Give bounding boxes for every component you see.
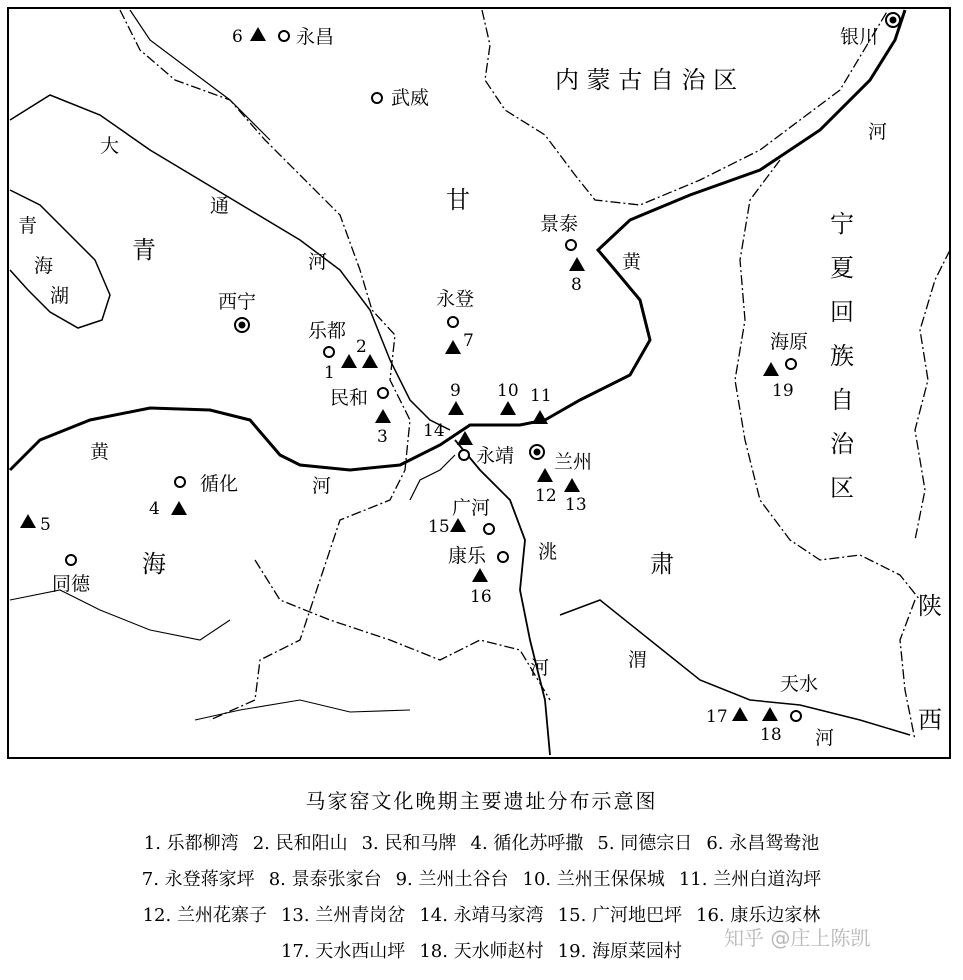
west-stream xyxy=(10,590,230,640)
daxia-river xyxy=(410,455,455,500)
site-triangle-6 xyxy=(250,27,266,41)
wei-river xyxy=(560,600,910,735)
shaanxi-boundary xyxy=(900,600,915,740)
legend-row xyxy=(0,862,963,898)
site-number-7: 7 xyxy=(463,331,474,351)
city-marker-guanghe xyxy=(484,524,494,534)
region-ningxia-char: 回 xyxy=(830,298,854,326)
region-qing: 青 xyxy=(132,236,156,264)
river-label: 黄 xyxy=(622,251,642,273)
region-neimenggu: 内 蒙 古 自 治 区 xyxy=(555,66,738,94)
city-name-yinchuan: 银川 xyxy=(840,26,879,48)
legend-item: 18. 天水师赵村 xyxy=(419,941,544,962)
city-marker-minhe xyxy=(378,388,388,398)
site-triangle-11 xyxy=(532,410,548,424)
city-name-yongchang: 永昌 xyxy=(296,26,335,48)
site-triangle-16 xyxy=(472,568,488,582)
region-ningxia-char: 自 xyxy=(830,386,854,414)
site-triangle-15 xyxy=(450,518,466,532)
legend-item: 9. 兰州土谷台 xyxy=(395,869,509,890)
south-stream xyxy=(195,700,410,720)
city-marker-yinchuan-dot xyxy=(891,18,896,23)
region-hai: 海 xyxy=(142,550,166,578)
legend-item: 10. 兰州王保保城 xyxy=(522,869,665,890)
city-name-guanghe: 广河 xyxy=(452,497,491,519)
river-label: 河 xyxy=(530,657,550,679)
legend-item: 1. 乐都柳湾 xyxy=(143,833,239,854)
site-triangle-10 xyxy=(500,401,516,415)
lake-char: 海 xyxy=(34,255,54,277)
site-markers xyxy=(20,27,779,721)
figure-caption: 马家窑文化晚期主要遗址分布示意图 xyxy=(305,789,658,813)
city-name-kangle: 康乐 xyxy=(448,545,487,567)
site-triangle-9 xyxy=(448,401,464,415)
legend-item: 12. 兰州花寨子 xyxy=(142,905,267,926)
city-name-xunhua: 循化 xyxy=(200,473,239,495)
gansu-qinghai-boundary-2 xyxy=(255,560,550,700)
site-number-8: 8 xyxy=(571,275,582,295)
region-ningxia-char: 夏 xyxy=(830,254,854,282)
region-ningxia-char: 区 xyxy=(830,474,854,502)
region-ningxia-char: 宁 xyxy=(830,210,854,238)
site-number-19: 19 xyxy=(772,381,794,401)
site-triangle-4 xyxy=(171,501,187,515)
site-number-10: 10 xyxy=(497,381,519,401)
city-marker-lanzhou-dot xyxy=(535,450,540,455)
region-xi: 西 xyxy=(918,706,942,734)
site-triangle-12 xyxy=(537,468,553,482)
legend-item: 7. 永登蒋家坪 xyxy=(141,869,255,890)
site-triangle-8 xyxy=(569,257,585,271)
city-name-yongjing: 永靖 xyxy=(476,445,515,467)
river-label: 黄 xyxy=(90,441,110,463)
site-number-6: 6 xyxy=(232,27,243,47)
site-number-16: 16 xyxy=(470,587,492,607)
site-number-1: 1 xyxy=(324,363,335,383)
datong-river xyxy=(10,95,450,430)
city-marker-tianshui xyxy=(791,711,801,721)
legend-item: 13. 兰州青岗岔 xyxy=(280,905,406,926)
site-triangle-13 xyxy=(564,478,580,492)
city-marker-tongde xyxy=(66,555,76,565)
region-shan: 陕 xyxy=(918,592,942,620)
city-marker-haiyuan xyxy=(786,359,796,369)
city-marker-kangle xyxy=(498,552,508,562)
ningxia-east-boundary xyxy=(915,250,950,540)
city-name-minhe: 民和 xyxy=(330,387,369,409)
city-marker-xining-dot xyxy=(240,323,245,328)
region-ningxia-char: 族 xyxy=(830,342,854,370)
legend-row xyxy=(0,826,963,862)
city-marker-ledu xyxy=(324,347,334,357)
region-ningxia-char: 治 xyxy=(830,430,854,458)
map-frame xyxy=(8,8,950,758)
site-number-12: 12 xyxy=(535,486,557,506)
river-label: 河 xyxy=(815,727,835,749)
lake-char: 湖 xyxy=(50,285,70,307)
legend-item: 8. 景泰张家台 xyxy=(268,869,382,890)
site-number-11: 11 xyxy=(530,386,552,406)
site-triangle-7 xyxy=(445,340,461,354)
legend-item: 6. 永昌鸳鸯池 xyxy=(706,833,820,854)
lake-char: 青 xyxy=(18,215,38,237)
city-marker-wuwei xyxy=(372,93,382,103)
site-number-17: 17 xyxy=(706,707,728,727)
city-name-lanzhou: 兰州 xyxy=(554,451,593,473)
city-markers xyxy=(66,13,900,721)
site-number-18: 18 xyxy=(760,725,782,745)
watermark: 知乎 @庄上陈凯 xyxy=(724,926,871,950)
site-triangle-5 xyxy=(20,514,36,528)
legend-item: 15. 广河地巴坪 xyxy=(557,905,683,926)
ningxia-boundary xyxy=(735,160,920,600)
river-label: 渭 xyxy=(628,649,648,671)
legend-item: 3. 民和马牌 xyxy=(361,833,457,854)
river-label: 大 xyxy=(100,135,120,157)
legend-item: 14. 永靖马家湾 xyxy=(419,905,544,926)
site-triangle-17 xyxy=(732,707,748,721)
site-triangle-19 xyxy=(763,362,779,376)
legend-item: 16. 康乐边家林 xyxy=(696,905,821,926)
huangshui-river xyxy=(130,10,270,140)
river-label: 通 xyxy=(210,195,230,217)
city-name-jingtai: 景泰 xyxy=(540,213,579,235)
site-number-3: 3 xyxy=(377,427,388,447)
city-name-tianshui: 天水 xyxy=(780,673,819,695)
river-label: 洮 xyxy=(538,541,558,563)
city-name-ledu: 乐都 xyxy=(308,320,347,342)
site-number-15: 15 xyxy=(428,517,450,537)
legend-item: 19. 海原菜园村 xyxy=(557,941,683,962)
city-name-wuwei: 武威 xyxy=(391,87,430,109)
legend-item: 4. 循化苏呼撒 xyxy=(470,833,584,854)
site-number-2: 2 xyxy=(356,337,367,357)
city-marker-yongjing xyxy=(459,450,469,460)
inner-mongolia-boundary xyxy=(482,10,888,205)
legend-item: 17. 天水西山坪 xyxy=(280,941,406,962)
site-triangle-3 xyxy=(375,409,391,423)
city-marker-jingtai xyxy=(566,240,576,250)
region-gan: 甘 xyxy=(446,186,470,214)
city-name-haiyuan: 海原 xyxy=(770,331,809,353)
legend-item: 2. 民和阳山 xyxy=(252,833,348,854)
river-label: 河 xyxy=(312,475,332,497)
legend-item: 5. 同德宗日 xyxy=(597,833,693,854)
site-number-13: 13 xyxy=(565,495,587,515)
region-su: 肃 xyxy=(650,550,674,578)
region-ningxia xyxy=(830,210,855,502)
river-label: 河 xyxy=(868,121,888,143)
city-marker-yongdeng xyxy=(448,317,458,327)
city-name-tongde: 同德 xyxy=(52,573,91,595)
site-number-9: 9 xyxy=(450,381,461,401)
qinghai-lake-shape xyxy=(10,190,110,328)
city-name-yongdeng: 永登 xyxy=(436,288,475,310)
river-label: 河 xyxy=(308,251,328,273)
legend-item: 11. 兰州白道沟坪 xyxy=(678,869,822,890)
city-marker-xunhua xyxy=(175,477,185,487)
site-triangle-1 xyxy=(341,354,357,368)
site-number-4: 4 xyxy=(149,499,160,519)
site-triangle-18 xyxy=(762,707,778,721)
city-name-xining: 西宁 xyxy=(218,291,257,313)
site-number-5: 5 xyxy=(40,515,51,535)
city-marker-yongchang xyxy=(279,31,289,41)
site-number-14: 14 xyxy=(423,421,445,441)
